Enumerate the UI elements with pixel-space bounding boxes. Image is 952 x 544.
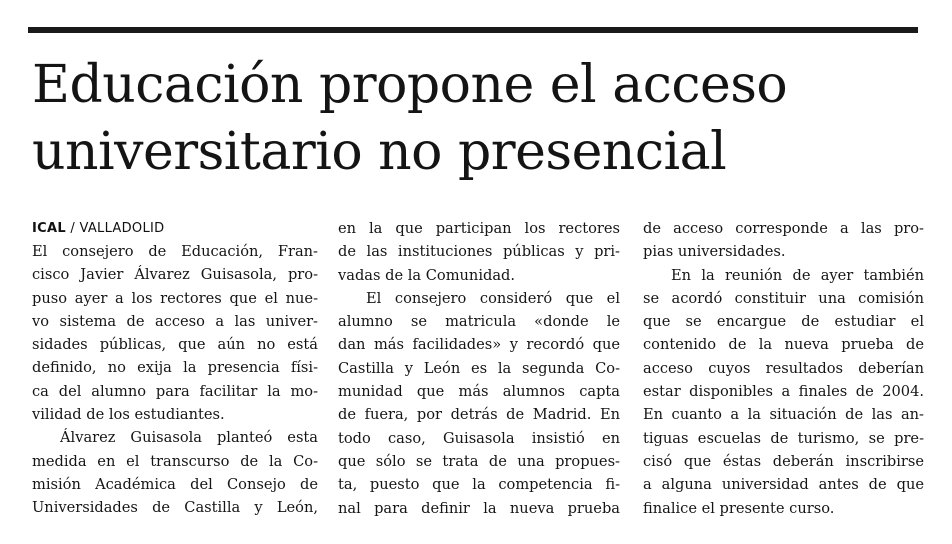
text-line: ta, puesto que la competencia fi- — [338, 476, 620, 494]
headline-line-2: universitario no presencial — [32, 122, 727, 182]
byline-location: VALLADOLID — [79, 221, 165, 236]
text-line: cisco Javier Álvarez Guisasola, pro- — [32, 266, 318, 284]
text-line: alumno se matricula «donde le — [338, 313, 620, 331]
text-line: vo sistema de acceso a las univer- — [32, 312, 318, 330]
text-line: se acordó constituir una comisión — [643, 289, 924, 307]
text-line: de acceso corresponde a las pro- — [643, 220, 924, 237]
text-line: munidad que más alumnos capta — [338, 383, 620, 401]
text-line: En la reunión de ayer también — [671, 266, 924, 284]
article-column-2 — [338, 217, 620, 520]
text-line: El consejero consideró que el — [366, 289, 620, 307]
text-line: ca del alumno para facilitar la mo- — [32, 382, 318, 400]
text-line: tiguas escuelas de turismo, se pre- — [643, 429, 924, 447]
text-line: en la que participan los rectores — [338, 220, 620, 237]
byline — [32, 221, 164, 236]
text-line: misión Académica del Consejo de — [32, 475, 318, 493]
text-line: dan más facilidades» y recordó que — [338, 336, 620, 354]
text-line: puso ayer a los rectores que el nue- — [32, 289, 318, 307]
text-line: que sólo se trata de una propues- — [338, 452, 620, 470]
text-line: nal para definir la nueva prueba — [338, 499, 620, 517]
text-line: contenido de la nueva prueba de — [643, 336, 924, 354]
top-rule — [28, 27, 918, 33]
text-line: En cuanto a la situación de las an- — [643, 406, 924, 424]
text-line: de fuera, por detrás de Madrid. En — [338, 406, 620, 424]
text-line: Álvarez Guisasola planteó esta — [60, 429, 318, 447]
headline — [32, 52, 912, 186]
article-column-3 — [643, 217, 924, 520]
headline-line-1: Educación propone el acceso — [32, 55, 788, 115]
text-line: todo caso, Guisasola insistió en — [338, 429, 620, 447]
text-line: de las instituciones públicas y pri- — [338, 243, 620, 261]
text-line: Universidades de Castilla y León, — [32, 499, 318, 517]
text-line: que se encargue de estudiar el — [643, 313, 924, 331]
text-line: Castilla y León es la segunda Co- — [338, 359, 620, 377]
text-line: El consejero de Educación, Fran- — [32, 243, 318, 260]
text-line: finalice el presente curso. — [643, 499, 835, 517]
byline-separator: / — [65, 221, 80, 236]
text-line: medida en el transcurso de la Co- — [32, 452, 318, 470]
text-line: vadas de la Comunidad. — [338, 266, 516, 284]
byline-agency: ICAL — [32, 221, 66, 236]
text-line: pias universidades. — [643, 243, 786, 261]
article-column-1 — [32, 240, 318, 520]
text-line: cisó que éstas deberán inscribirse — [643, 452, 924, 470]
text-line: sidades públicas, que aún no está — [32, 336, 318, 354]
text-line: estar disponibles a finales de 2004. — [643, 383, 924, 401]
text-line: definido, no exija la presencia físi- — [32, 359, 318, 377]
text-line: vilidad de los estudiantes. — [32, 406, 225, 424]
text-line: acceso cuyos resultados deberían — [643, 359, 924, 377]
text-line: a alguna universidad antes de que — [643, 476, 924, 494]
